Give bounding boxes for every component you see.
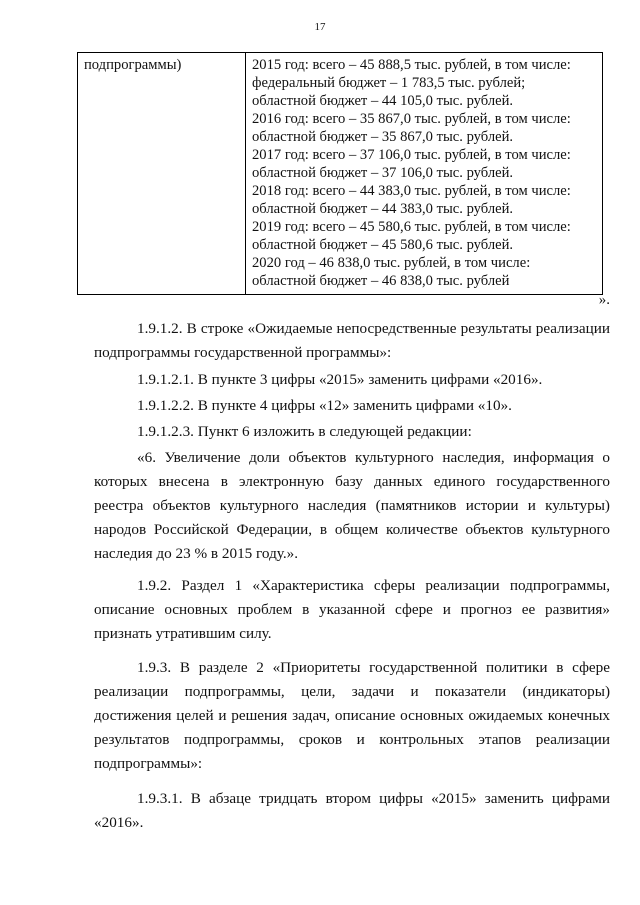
funding-line: областной бюджет – 45 580,6 тыс. рублей. xyxy=(252,237,514,253)
text-line: результатов подпрограммы, сроков и контрольных этапов реализации xyxy=(94,731,610,748)
funding-line: 2016 год: всего – 35 867,0 тыс. рублей, в том числе: xyxy=(252,111,571,127)
text-line: реализации подпрограммы, цели, задачи и показатели (индикаторы) xyxy=(94,683,610,700)
paragraph-1-9-1-2 xyxy=(94,317,610,365)
text-line: 1.9.1.2. В строке «Ожидаемые непосредственные результаты реализации xyxy=(137,320,610,337)
text-line: наследия до 23 % в 2015 году.». xyxy=(94,545,299,562)
paragraph-1-9-3-1 xyxy=(94,787,610,835)
funding-line: 2018 год: всего – 44 383,0 тыс. рублей, в том числе: xyxy=(252,183,571,199)
funding-table xyxy=(77,52,603,295)
text-line: подпрограммы государственной программы»: xyxy=(94,344,392,361)
text-line: которых внесена в электронную базу данных единого государственного xyxy=(94,473,610,490)
funding-line: федеральный бюджет – 1 783,5 тыс. рублей; xyxy=(252,75,526,91)
table-right-cell xyxy=(246,53,603,295)
text-line: 1.9.3.1. В абзаце тридцать втором цифры «2015» заменить цифрами xyxy=(137,790,610,807)
text-line: подпрограммы»: xyxy=(94,755,203,772)
paragraph-1-9-2 xyxy=(94,574,610,646)
funding-line: областной бюджет – 37 106,0 тыс. рублей. xyxy=(252,165,514,181)
text-line: 1.9.2. Раздел 1 «Характеристика сферы реализации подпрограммы, xyxy=(137,577,610,594)
funding-line: областной бюджет – 46 838,0 тыс. рублей xyxy=(252,273,510,289)
table-row xyxy=(78,53,603,295)
funding-line: областной бюджет – 35 867,0 тыс. рублей. xyxy=(252,129,514,145)
text-line: достижения целей и решения задач, описание основных ожидаемых конечных xyxy=(94,707,610,724)
text-line: 1.9.1.2.2. В пункте 4 цифры «12» заменить цифрами «10». xyxy=(137,397,512,414)
text-line: «6. Увеличение доли объектов культурного наследия, информация о xyxy=(137,449,610,466)
funding-line: областной бюджет – 44 105,0 тыс. рублей. xyxy=(252,93,514,109)
page-number: 17 xyxy=(314,21,326,33)
paragraph-point-6 xyxy=(94,446,610,566)
text-line: признать утратившим силу. xyxy=(94,625,272,642)
text-line: 1.9.1.2.3. Пункт 6 изложить в следующей редакции: xyxy=(137,423,472,440)
funding-line: 2020 год – 46 838,0 тыс. рублей, в том числе: xyxy=(252,255,531,271)
text-line: «2016». xyxy=(94,814,144,831)
paragraph-1-9-3 xyxy=(94,656,610,776)
text-line: народов Российской Федерации, в общем количестве объектов культурного xyxy=(94,521,610,538)
text-line: 1.9.3. В разделе 2 «Приоритеты государственной политики в сфере xyxy=(137,659,610,676)
funding-line: 2017 год: всего – 37 106,0 тыс. рублей, в том числе: xyxy=(252,147,571,163)
closing-quote: ». xyxy=(598,292,610,308)
paragraph-1-9-1-2-2 xyxy=(94,394,610,418)
paragraph-1-9-1-2-3 xyxy=(94,420,610,444)
funding-line: 2015 год: всего – 45 888,5 тыс. рублей, в том числе: xyxy=(252,57,571,73)
text-line: реестра объектов культурного наследия (памятников истории и культуры) xyxy=(94,497,610,514)
text-line: 1.9.1.2.1. В пункте 3 цифры «2015» заменить цифрами «2016». xyxy=(137,371,543,388)
funding-line: областной бюджет – 44 383,0 тыс. рублей. xyxy=(252,201,514,217)
table-left-cell: подпрограммы) xyxy=(78,53,246,295)
text-line: описание основных проблем в указанной сфере и прогноз ее развития» xyxy=(94,601,610,618)
paragraph-1-9-1-2-1 xyxy=(94,368,610,392)
funding-line: 2019 год: всего – 45 580,6 тыс. рублей, в том числе: xyxy=(252,219,571,235)
